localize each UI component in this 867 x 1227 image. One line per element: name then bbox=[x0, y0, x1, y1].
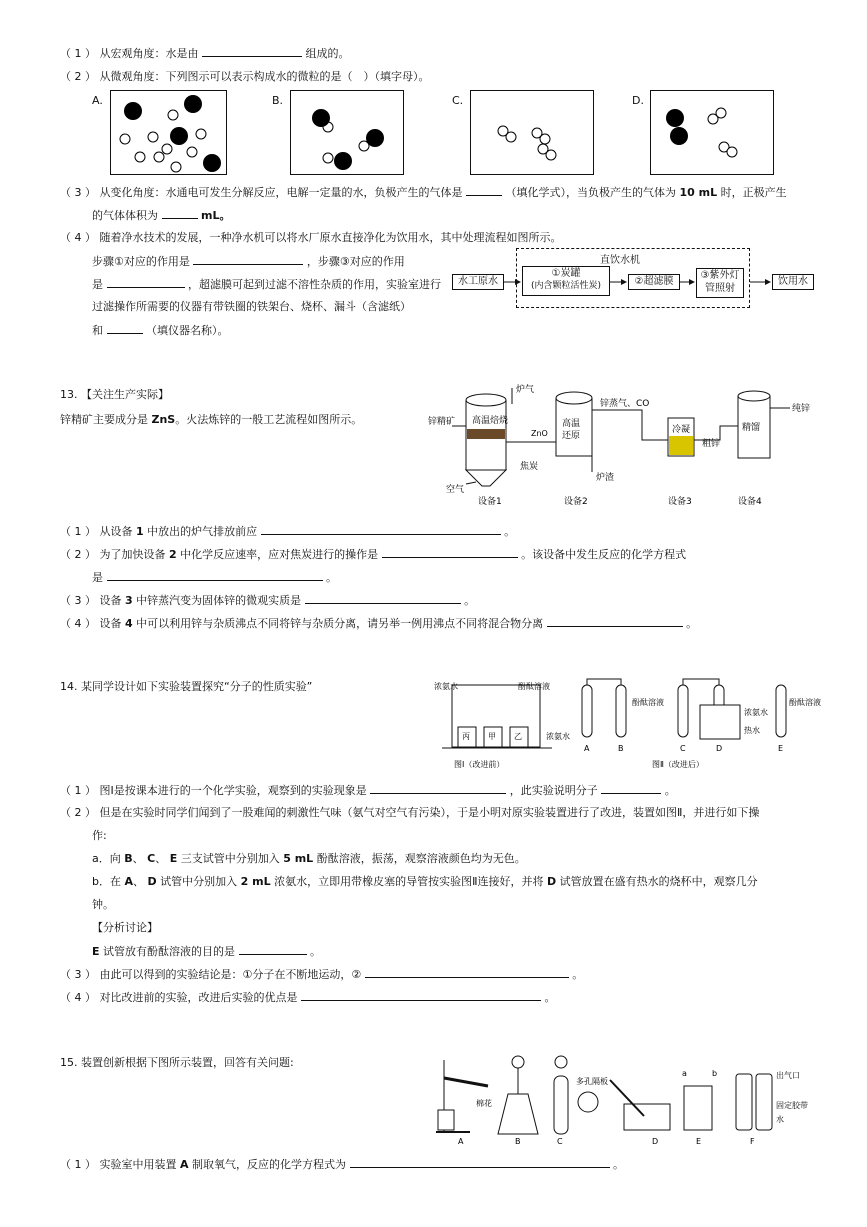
label-water: 水 bbox=[776, 1115, 784, 1124]
q14-part2: （ 2 ） 但是在实验时同学们闻到了一股难闻的刺激性气味（氨气对空气有污染），于是小明对原实验装置进行了改进，装置如图Ⅱ，并进行如下操 bbox=[60, 806, 760, 819]
q14-step-a: a．向 B、 C、 E 三支试管中分别加入 5 mL 酚酞溶液，振荡，观察溶液颜色均为无色。 bbox=[92, 852, 526, 865]
option-b-label: B. bbox=[272, 94, 284, 107]
q12-part4-l3: 是 ，超滤膜可起到过滤不溶性杂质的作用，实验室进行 bbox=[92, 278, 441, 291]
molecule-diagram-d bbox=[651, 91, 773, 174]
label-device1: 设备1 bbox=[478, 497, 502, 507]
label-tube-d: D bbox=[716, 744, 723, 753]
label-outlet: 出气口 bbox=[776, 1071, 800, 1080]
label-yi: 乙 bbox=[514, 732, 522, 741]
label-pure: 纯锌 bbox=[792, 404, 811, 414]
q15-part1: （ 1 ） 实验室中用装置 A 制取氧气，反应的化学方程式为 。 bbox=[60, 1158, 625, 1171]
label-crude: 粗锌 bbox=[702, 439, 721, 449]
answer-blank[interactable] bbox=[261, 524, 501, 535]
label-device2: 设备2 bbox=[564, 497, 588, 507]
option-b-figure bbox=[290, 90, 404, 175]
molecule-diagram-a bbox=[111, 91, 226, 174]
answer-blank[interactable] bbox=[382, 547, 518, 558]
q14-title: 14. 某同学设计如下实验装置探究“分子的性质实验” bbox=[60, 680, 313, 693]
q12-part4: （ 4 ） 随着净水技术的发展，一种净水机可以将水厂原水直接净化为饮用水，其中处理流程如图所示。 bbox=[60, 231, 562, 244]
water-flow-diagram bbox=[450, 246, 815, 310]
q14-step-b: b．在 A、 D 试管中分别加入 2 mL 浓氨水，立即用带橡皮塞的导管按实验图Ⅱ连接好，并将 D 试管放置在盛有热水的烧杯中，观察几分 bbox=[92, 875, 758, 888]
q14-step-b-cont: 钟。 bbox=[92, 898, 114, 911]
label-coke: 焦炭 bbox=[520, 462, 539, 472]
label-tube-e: E bbox=[778, 744, 784, 753]
label-vapor: 锌蒸气、CO bbox=[600, 399, 650, 409]
caption-fig2: 图Ⅱ（改进后） bbox=[652, 760, 704, 769]
answer-blank[interactable] bbox=[305, 593, 461, 604]
answer-blank[interactable] bbox=[547, 616, 683, 627]
label-device-f: F bbox=[750, 1137, 755, 1146]
option-a-label: A. bbox=[92, 94, 103, 107]
q14-part3: （ 3 ） 由此可以得到的实验结论是：①分子在不断地运动，② 。 bbox=[60, 968, 584, 981]
label-device-d: D bbox=[652, 1137, 659, 1146]
label-furnace-gas: 炉气 bbox=[516, 385, 535, 395]
answer-blank[interactable] bbox=[466, 185, 502, 196]
answer-blank[interactable] bbox=[193, 254, 303, 265]
answer-blank[interactable] bbox=[162, 208, 198, 219]
q12-part1: （ 1 ） 从宏观角度：水是由 组成的。 bbox=[60, 47, 350, 60]
q13-title: 13. 【关注生产实际】 bbox=[60, 388, 169, 401]
label-tube-b: B bbox=[618, 744, 624, 753]
q14-part1: （ 1 ） 图Ⅰ是按课本进行的一个化学实验，观察到的实验现象是 ，此实验说明分子 。 bbox=[60, 784, 676, 797]
label-slag: 炉渣 bbox=[596, 473, 615, 483]
flow-output: 饮用水 bbox=[772, 274, 814, 290]
label-port-a: a bbox=[682, 1069, 687, 1078]
label-porous-plate: 多孔隔板 bbox=[576, 1077, 608, 1086]
label-tape: 固定胶带 bbox=[776, 1101, 808, 1110]
label-device4: 设备4 bbox=[738, 497, 762, 507]
label-refine: 精馏 bbox=[742, 423, 761, 433]
molecule-diagram-c bbox=[471, 91, 593, 174]
label-tube-a: A bbox=[584, 744, 590, 753]
label-jia: 甲 bbox=[488, 732, 496, 741]
answer-blank[interactable] bbox=[301, 990, 541, 1001]
option-c-figure bbox=[470, 90, 594, 175]
flow-arrows bbox=[450, 246, 815, 310]
q12-part4-l4: 过滤操作所需要的仪器有带铁圈的铁架台、烧杯、漏斗（含滤纸） bbox=[92, 300, 411, 313]
flow-machine-label: 直饮水机 bbox=[600, 255, 640, 266]
zinc-smelting-diagram bbox=[420, 380, 820, 515]
answer-blank[interactable] bbox=[239, 944, 307, 955]
answer-blank[interactable] bbox=[350, 1157, 610, 1168]
q13-part2: （ 2 ） 为了加快设备 2 中化学反应速率，应对焦炭进行的操作是 。该设备中发生反应的化学方程式 bbox=[60, 548, 687, 561]
flow-step2: ②超滤膜 bbox=[628, 274, 680, 290]
label-air: 空气 bbox=[446, 485, 465, 495]
q13-part2-cont: 是 。 bbox=[92, 571, 337, 584]
label-bing: 丙 bbox=[462, 732, 470, 741]
label-device3: 设备3 bbox=[668, 497, 692, 507]
q12-part4-l2: 步骤①对应的作用是 ，步骤③对应的作用 bbox=[92, 255, 405, 268]
answer-blank[interactable] bbox=[370, 783, 506, 794]
label-ammonia-a: 浓氨水 bbox=[546, 732, 570, 741]
label-phenol-e: 酚酞溶液 bbox=[789, 698, 821, 707]
label-zno: ZnO bbox=[531, 429, 548, 438]
label-ore: 锌精矿 bbox=[428, 417, 456, 427]
q14-part2-cont: 作: bbox=[92, 829, 107, 842]
q12-part2: （ 2 ） 从微观角度：下列图示可以表示构成水的微粒的是（ ）（填字母）。 bbox=[60, 70, 430, 83]
label-phenol: 酚酞溶液 bbox=[518, 682, 550, 691]
molecule-experiment-diagram bbox=[432, 675, 821, 773]
label-reduce2: 还原 bbox=[562, 431, 581, 441]
q15-title: 15. 装置创新根据下图所示装置，回答有关问题: bbox=[60, 1056, 294, 1069]
answer-blank[interactable] bbox=[365, 967, 569, 978]
q12-part3-cont: 的气体体积为 mL。 bbox=[92, 209, 231, 222]
label-device-e: E bbox=[696, 1137, 702, 1146]
q14-analysis-heading: 【分析讨论】 bbox=[92, 921, 158, 934]
answer-blank[interactable] bbox=[202, 46, 302, 57]
q14-part4: （ 4 ） 对比改进前的实验，改进后实验的优点是 。 bbox=[60, 991, 556, 1004]
label-cool: 冷凝 bbox=[672, 425, 691, 435]
q13-part4: （ 4 ） 设备 4 中可以利用锌与杂质沸点不同将锌与杂质分离，请另举一例用沸点不同将混合物分离 。 bbox=[60, 617, 698, 630]
answer-blank[interactable] bbox=[107, 277, 185, 288]
q13-part3: （ 3 ） 设备 3 中锌蒸汽变为固体锌的微观实质是 。 bbox=[60, 594, 476, 607]
q12-part4-l5: 和 （填仪器名称）。 bbox=[92, 324, 229, 337]
option-c-label: C. bbox=[452, 94, 464, 107]
label-cotton: 棉花 bbox=[476, 1099, 492, 1108]
q13-intro: 锌精矿主要成分是 ZnS。火法炼锌的一般工艺流程如图所示。 bbox=[60, 413, 363, 426]
label-device-b: B bbox=[515, 1137, 521, 1146]
flow-step3: ③紫外灯 管照射 bbox=[696, 268, 744, 298]
option-d-label: D. bbox=[632, 94, 644, 107]
label-ammonia: 浓氨水 bbox=[434, 682, 458, 691]
option-d-figure bbox=[650, 90, 774, 175]
label-device-c: C bbox=[557, 1137, 563, 1146]
q12-part3: （ 3 ） 从变化角度：水通电可发生分解反应，电解一定量的水，负极产生的气体是 （填化学式），当负极产生的气体为 10 mL 时，正极产生 bbox=[60, 186, 787, 199]
label-tube-c: C bbox=[680, 744, 686, 753]
label-device-a: A bbox=[458, 1137, 464, 1146]
label-conc-ammonia: 浓氨水 bbox=[744, 708, 768, 717]
answer-blank[interactable] bbox=[601, 783, 661, 794]
answer-blank[interactable] bbox=[107, 570, 323, 581]
label-hot-water: 热水 bbox=[744, 726, 760, 735]
caption-fig1: 图Ⅰ（改进前） bbox=[454, 760, 505, 769]
molecule-diagram-b bbox=[291, 91, 403, 174]
option-a-figure bbox=[110, 90, 227, 175]
q13-part1: （ 1 ） 从设备 1 中放出的炉气排放前应 。 bbox=[60, 525, 516, 538]
q14-e-purpose: E 试管放有酚酞溶液的目的是 。 bbox=[92, 945, 322, 958]
flow-source: 水工原水 bbox=[452, 274, 504, 290]
label-reduce1: 高温 bbox=[562, 419, 581, 429]
label-port-b: b bbox=[712, 1069, 718, 1078]
answer-blank[interactable] bbox=[107, 323, 143, 334]
label-roast: 高温焙烧 bbox=[472, 416, 509, 426]
flow-step1: ①炭罐 (内含颗粒活性炭) bbox=[522, 266, 610, 296]
label-phenol-b: 酚酞溶液 bbox=[632, 698, 664, 707]
gas-apparatus-diagram bbox=[430, 1050, 815, 1150]
